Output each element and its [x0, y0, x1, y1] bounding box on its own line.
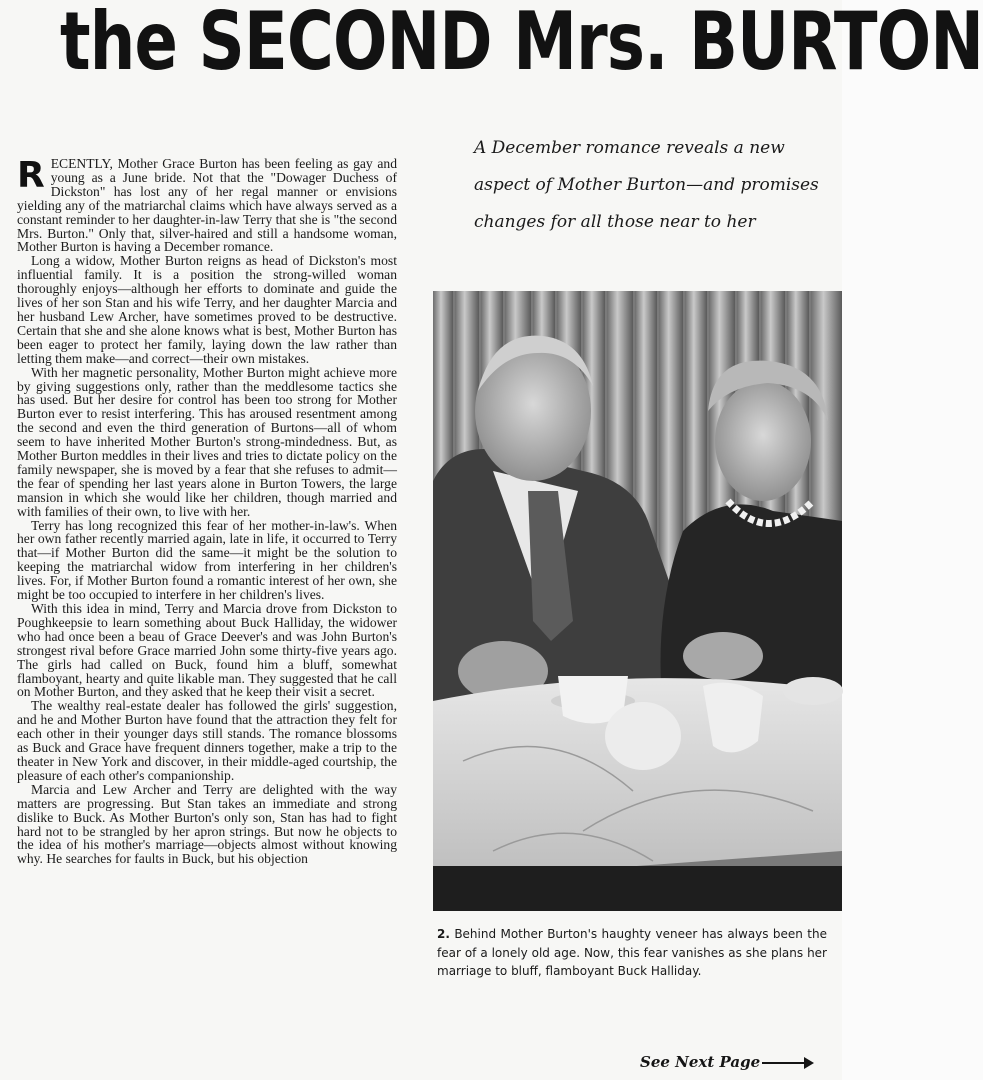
- deck-line: A December romance reveals a new: [474, 138, 785, 158]
- drop-cap: R: [17, 155, 45, 196]
- article-paragraph: Long a widow, Mother Burton reigns as head of Dickston's most influential family. It is a position the strong-willed woman thoroughly enjoys—although her efforts to dominate and guide the lives of her son Stan and his wife Terry, and her daughter Marcia and her husband Lew Archer, have sometimes proved to be destructive. Certain that she and she alone knows what is best, Mother Burton has been eager to protect her family, laying down the law rather than letting them make—and correct—their own mistakes.: [17, 253, 397, 366]
- article-body: [17, 157, 397, 866]
- deck-line: aspect of Mother Burton—and promises: [474, 175, 819, 195]
- caption-number: 2.: [437, 927, 450, 941]
- paragraph-text: Mother Grace Burton has been feeling as gay and young as a June bride. Not that the "Dowager Duchess of Dickston" has lost any of her regal manner or envisions yielding any of the matriarchal claims which have always served as a constant reminder to her daughter-in-law Terry that she is "the second Mrs. Burton." Only that, silver-haired and still a handsome woman, Mother Burton is having a December romance.: [17, 156, 397, 255]
- article-paragraph: With this idea in mind, Terry and Marcia drove from Dickston to Poughkeepsie to learn something about Buck Halliday, the widower who had once been a beau of Grace Deever's and was John Burton's strongest rival before Grace married John some thirty-five years ago. The girls had called on Buck, found him a bluff, somewhat flamboyant, hearty and quite likable man. They suggested that he call on Mother Burton, and they asked that he keep their visit a secret.: [17, 601, 397, 700]
- article-paragraph: The wealthy real-estate dealer has followed the girls' suggestion, and he and Mother Burton have found that the attraction they felt for each other in their younger days still stands. The romance blossoms as Buck and Grace have frequent dinners together, make a trip to the theater in New York and discover, in their middle-aged courtship, the pleasure of each other's companionship.: [17, 698, 397, 783]
- caption-text: Behind Mother Burton's haughty veneer has always been the fear of a lonely old age. Now, this fear vanishes as she plans her marriage to bluff, flamboyant Buck Halliday.: [437, 927, 827, 978]
- arrow-right-icon: [762, 1062, 812, 1064]
- article-paragraph: Marcia and Lew Archer and Terry are delighted with the way matters are progressing. But Stan takes an immediate and strong dislike to Buck. As Mother Burton's only son, Stan has had to fight hard not to be strangled by her apron strings. But now he objects to the idea of his mother's marriage—objects almost without knowing why. He searches for faults in Buck, but his objection: [17, 781, 397, 867]
- photo-caption: [437, 925, 827, 981]
- couple-photo: [433, 291, 842, 911]
- article-paragraph: With her magnetic personality, Mother Burton might achieve more by giving suggestions only, rather than the meddlesome tactics she has used. But her desire for control has been too strong for Mother Burton ever to resist interfering. This has aroused resentment among the second and even the third generation of Burtons—all of whom seem to have inherited Mother Burton's strong-mindedness. But, as Mother Burton meddles in their lives and tries to dictate policy on the family newspaper, she is moved by a fear that she refuses to admit—the fear of spending her last years alone in Burton Towers, the large mansion in which she would like her children, though married and with families of their own, to live with her.: [17, 364, 397, 519]
- article-deck: [474, 130, 834, 241]
- see-next-page-link[interactable]: [640, 1053, 812, 1071]
- page-title: the SECOND Mrs. BURTON: [60, 0, 983, 88]
- article-paragraph: Terry has long recognized this fear of her mother-in-law's. When her own father recently married again, late in life, it occurred to Terry that—if Mother Burton did the same—it might be the solution to keeping the matriarchal widow from interfering in her children's lives. For, if Mother Burton found a romantic interest of her own, she might be too occupied to interfere in her children's lives.: [17, 517, 397, 603]
- deck-line: changes for all those near to her: [474, 212, 756, 232]
- lead-in: ECENTLY,: [50, 156, 113, 171]
- next-page-label: See Next Page: [640, 1053, 761, 1071]
- article-paragraph: [17, 157, 397, 254]
